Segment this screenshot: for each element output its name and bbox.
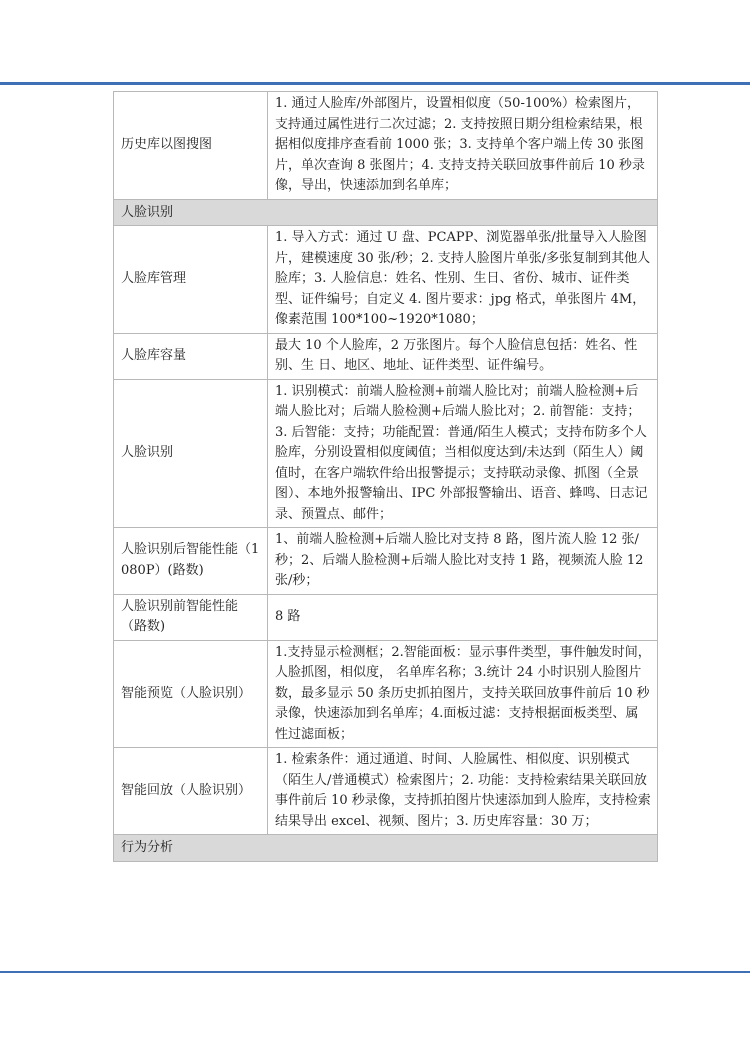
spec-name-cell: 人脸识别	[114, 379, 268, 528]
spec-value-cell: 1.支持显示检测框；2.智能面板：显示事件类型，事件触发时间，人脸抓图，相似度， 名单库名称；3.统计 24 小时识别人脸图片数，最多显示 50 条历史抓拍图片，支持关联回放事件前后 10 秒录像，快速添加到名单库；4.面板过滤：支持根据面板类型、属性过滤面板；	[268, 640, 658, 748]
spec-value-cell: 1. 通过人脸库/外部图片，设置相似度（50-100%）检索图片，支持通过属性进行二次过滤；2. 支持按照日期分组检索结果，根据相似度排序查看前 1000 张；3. 支持单个客户端上传 30 张图片，单次查询 8 张图片；4. 支持支持关联回放事件前后 10 秒录像，导出，快速添加到名单库；	[268, 92, 658, 200]
spec-name-cell: 智能预览（人脸识别）	[114, 640, 268, 748]
section-title: 人脸识别	[114, 199, 658, 226]
section-row	[114, 835, 658, 862]
spec-name-cell: 人脸识别后智能性能（1080P）(路数)	[114, 528, 268, 595]
table-row	[114, 379, 658, 528]
header-rule	[0, 82, 750, 85]
spec-name-cell: 人脸库容量	[114, 333, 268, 379]
table-row	[114, 640, 658, 748]
spec-name-cell: 人脸识别前智能性能（路数)	[114, 594, 268, 640]
spec-value-cell: 8 路	[268, 594, 658, 640]
table-row	[114, 528, 658, 595]
section-title: 行为分析	[114, 835, 658, 862]
spec-name-cell: 历史库以图搜图	[114, 92, 268, 200]
table-row	[114, 748, 658, 835]
spec-value-cell: 1. 识别模式：前端人脸检测+前端人脸比对；前端人脸检测+后端人脸比对；后端人脸检测+后端人脸比对；2. 前智能：支持；3. 后智能：支持；功能配置：普通/陌生人模式；支持布防多个人脸库，分别设置相似度阈值；当相似度达到/未达到（陌生人）阈值时，在客户端软件给出报警提示；支持联动录像、抓图（全景图）、本地外报警输出、IPC 外部报警输出、语音、蜂鸣、日志记录、预置点、邮件；	[268, 379, 658, 528]
table-row	[114, 92, 658, 200]
spec-value-cell: 1、前端人脸检测+后端人脸比对支持 8 路，图片流人脸 12 张/秒；2、后端人脸检测+后端人脸比对支持 1 路，视频流人脸 12 张/秒；	[268, 528, 658, 595]
spec-value-cell: 最大 10 个人脸库，2 万张图片。每个人脸信息包括：姓名、性别、生 日、地区、地址、证件类型、证件编号。	[268, 333, 658, 379]
spec-table	[113, 91, 658, 862]
spec-name-cell: 智能回放（人脸识别）	[114, 748, 268, 835]
footer-rule	[0, 971, 750, 973]
section-row	[114, 199, 658, 226]
spec-value-cell: 1. 导入方式：通过 U 盘、PCAPP、浏览器单张/批量导入人脸图片，建模速度 30 张/秒；2. 支持人脸图片单张/多张复制到其他人脸库；3. 人脸信息：姓名、性别、生日、省份、城市、证件类型、证件编号；自定义 4. 图片要求：jpg 格式，单张图片 4M，像素范围 100*100~1920*1080；	[268, 226, 658, 334]
table-row	[114, 594, 658, 640]
table-row	[114, 333, 658, 379]
spec-name-cell: 人脸库管理	[114, 226, 268, 334]
spec-table-body	[114, 92, 658, 862]
spec-value-cell: 1. 检索条件：通过通道、时间、人脸属性、相似度、识别模式（陌生人/普通模式）检索图片；2. 功能：支持检索结果关联回放事件前后 10 秒录像，支持抓拍图片快速添加到人脸库，支持检索结果导出 excel、视频、图片；3. 历史库容量：30 万；	[268, 748, 658, 835]
table-row	[114, 226, 658, 334]
